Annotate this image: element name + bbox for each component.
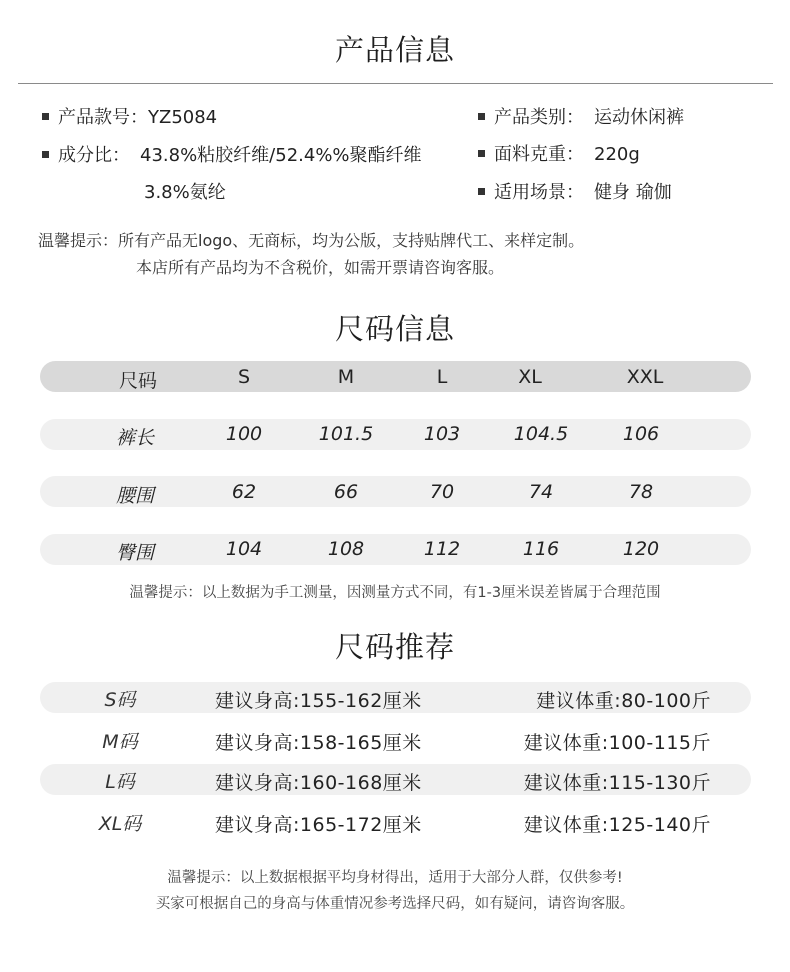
table-header-cell: XL (518, 366, 542, 388)
info-composition-cont (144, 181, 226, 205)
table-cell: 101.5 (318, 423, 374, 445)
row-label-length: 裤长 (115, 427, 154, 449)
table-header-cell: M (337, 366, 355, 388)
info-label: 适用场景： (494, 182, 584, 203)
table-cell: 70 (429, 481, 455, 503)
table-cell: 74 (528, 481, 554, 503)
table-cell: 106 (622, 423, 660, 445)
product-info-title: 产品信息 (334, 33, 455, 67)
table-cell: 62 (231, 481, 257, 503)
table-header-cell: L (436, 366, 448, 388)
recommend-size-label: S码 (104, 689, 136, 711)
table-cell: 108 (327, 538, 365, 560)
info-value: 健身 瑜伽 (594, 182, 672, 203)
table-cell: 104.5 (513, 423, 569, 445)
recommend-note-line2: 买家可根据自己的身高与体重情况参考选择尺码，如有疑问，请咨询客服。 (155, 896, 635, 912)
recommend-note-line1: 温馨提示：以上数据根据平均身材得出，适用于大部分人群，仅供参考! (167, 870, 623, 886)
info-value: 43.8%粘胶纤维/52.4%%聚酯纤维 (140, 145, 422, 166)
table-cell: 66 (333, 481, 359, 503)
info-style-number (42, 106, 217, 130)
recommend-size-label: L码 (105, 771, 135, 793)
section-divider (18, 83, 773, 84)
recommend-weight: 建议体重:80-100斤 (536, 690, 711, 712)
table-cell: 103 (423, 423, 461, 445)
table-cell: 100 (225, 423, 263, 445)
info-value: 运动休闲裤 (594, 107, 684, 128)
recommend-weight: 建议体重:100-115斤 (523, 732, 711, 754)
info-usage (478, 181, 672, 205)
info-label: 面料克重： (494, 144, 584, 165)
size-recommend-title: 尺码推荐 (334, 630, 455, 664)
bullet-icon (478, 113, 485, 120)
table-cell: 120 (622, 538, 660, 560)
recommend-size-label: M码 (102, 731, 138, 753)
info-value: 220g (594, 144, 640, 165)
bullet-icon (42, 113, 49, 120)
info-value: YZ5084 (148, 107, 218, 128)
size-info-title: 尺码信息 (334, 312, 455, 346)
info-label: 产品类别： (494, 107, 584, 128)
table-header-cell: 尺码 (118, 370, 157, 392)
size-info-note: 温馨提示：以上数据为手工测量，因测量方式不同，有1-3厘米误差皆属于合理范围 (129, 585, 661, 601)
table-cell: 104 (225, 538, 263, 560)
product-note-line2: 本店所有产品均为不含税价，如需开票请咨询客服。 (136, 258, 505, 277)
recommend-height: 建议身高:158-165厘米 (215, 732, 422, 754)
recommend-height: 建议身高:160-168厘米 (215, 772, 422, 794)
table-cell: 78 (628, 481, 654, 503)
bullet-icon (478, 188, 485, 195)
recommend-weight: 建议体重:115-130斤 (523, 772, 711, 794)
recommend-size-label: XL码 (98, 813, 142, 835)
row-label-waist: 腰围 (115, 485, 154, 507)
bullet-icon (42, 151, 49, 158)
recommend-height: 建议身高:155-162厘米 (215, 690, 422, 712)
table-cell: 116 (522, 538, 560, 560)
info-category (478, 106, 684, 130)
product-note-line1: 温馨提示：所有产品无logo、无商标，均为公版，支持贴牌代工、来样定制。 (38, 231, 585, 250)
info-label: 产品款号： (58, 107, 148, 128)
bullet-icon (478, 150, 485, 157)
row-label-hip: 臀围 (115, 542, 154, 564)
info-fabric-weight (478, 143, 640, 167)
recommend-height: 建议身高:165-172厘米 (215, 814, 422, 836)
table-cell: 112 (423, 538, 461, 560)
recommend-weight: 建议体重:125-140斤 (523, 814, 711, 836)
table-header-cell: S (237, 366, 251, 388)
table-header-cell: XXL (626, 366, 664, 388)
info-composition (42, 144, 422, 168)
info-value: 3.8%氨纶 (144, 182, 226, 203)
info-label: 成分比： (58, 145, 130, 166)
